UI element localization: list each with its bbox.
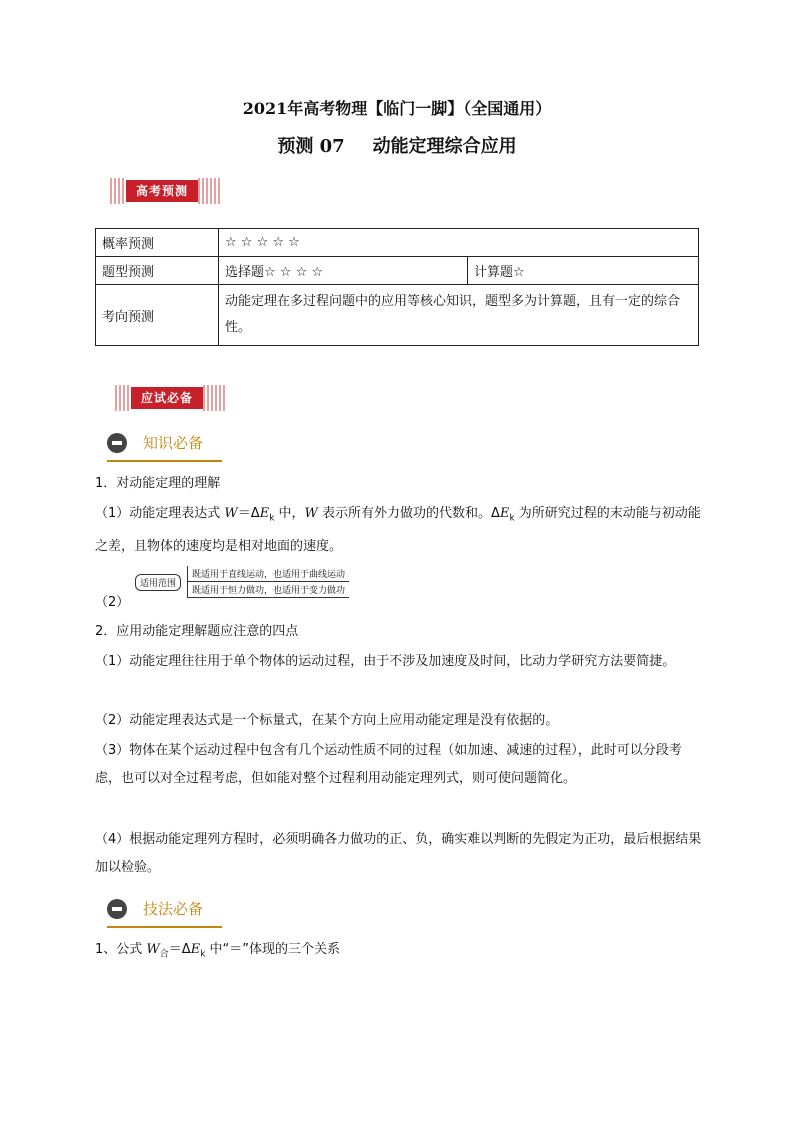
paragraph: 1．对动能定理的理解 <box>95 476 221 491</box>
paragraph: （1）动能定理表达式 $W=\Delta E_k$ 中，W 表示所有外力做功的代数和。$\Delta E_k$ 为所研究过程的末动能与初动能之差，且物体的速度均是相对地面的速度。 <box>95 506 701 554</box>
paragraph: （4）根据动能定理列方程时，必须明确各力做功的正、负，确实难以判断的先假定为正功，最后根据结果加以检验。 <box>95 832 702 875</box>
minus-circle-icon <box>107 433 127 453</box>
table-row <box>96 229 699 257</box>
paragraph: （3）物体在某个运动过程中包含有几个运动性质不同的过程（如加速、减速的过程），此时可以分段考虑，也可以对全过程考虑，但如能对整个过程利用动能定理列式，则可使问题简化。 <box>95 743 682 786</box>
exam-prep-label: 应试必备 <box>131 387 203 409</box>
knowledge-section-title: 知识必备 <box>143 434 204 452</box>
topic-title: 动能定理综合应用 <box>372 136 517 157</box>
table-row <box>96 257 699 285</box>
table-value: ☆ ☆ ☆ ☆ ☆ <box>219 229 699 257</box>
table-value: 计算题☆ <box>468 257 699 285</box>
table-value: 动能定理在多过程问题中的应用等核心知识，题型多为计算题，且有一定的综合性。 <box>219 285 699 346</box>
document-subtitle <box>0 132 794 158</box>
scope-line: 既适用于恒力做功，也适用于变力做功 <box>188 582 349 598</box>
skills-section-title: 技法必备 <box>143 900 204 918</box>
paragraph: 2．应用动能定理解题应注意的四点 <box>95 624 299 639</box>
paragraph: （2） <box>95 595 130 610</box>
forecast-table <box>95 228 699 346</box>
paragraph: （1）动能定理往往用于单个物体的运动过程，由于不涉及加速度及时间，比动力学研究方法要简捷。 <box>95 654 676 669</box>
exam-prep-banner <box>115 385 235 411</box>
knowledge-section-header <box>107 432 203 453</box>
table-key: 题型预测 <box>96 257 219 285</box>
scope-diagram <box>135 566 349 598</box>
table-row <box>96 285 699 346</box>
table-key: 考向预测 <box>96 285 219 346</box>
scope-label: 适用范围 <box>135 574 181 591</box>
skills-section-header <box>107 898 203 919</box>
exam-forecast-label: 高考预测 <box>126 180 198 202</box>
paragraph: （2）动能定理表达式是一个标量式，在某个方向上应用动能定理是没有依据的。 <box>95 713 559 728</box>
paragraph: 1、公式 $W_合=\Delta E_k$ 中“＝”体现的三个关系 <box>95 942 341 960</box>
document-title: 2021年高考物理【临门一脚】（全国通用） <box>242 99 552 118</box>
prediction-number: 预测 07 <box>277 136 345 157</box>
table-value: 选择题☆ ☆ ☆ ☆ <box>219 257 468 285</box>
minus-circle-icon <box>107 899 127 919</box>
table-key: 概率预测 <box>96 229 219 257</box>
exam-forecast-banner <box>110 178 230 204</box>
scope-line: 既适用于直线运动，也适用于曲线运动 <box>188 566 349 582</box>
